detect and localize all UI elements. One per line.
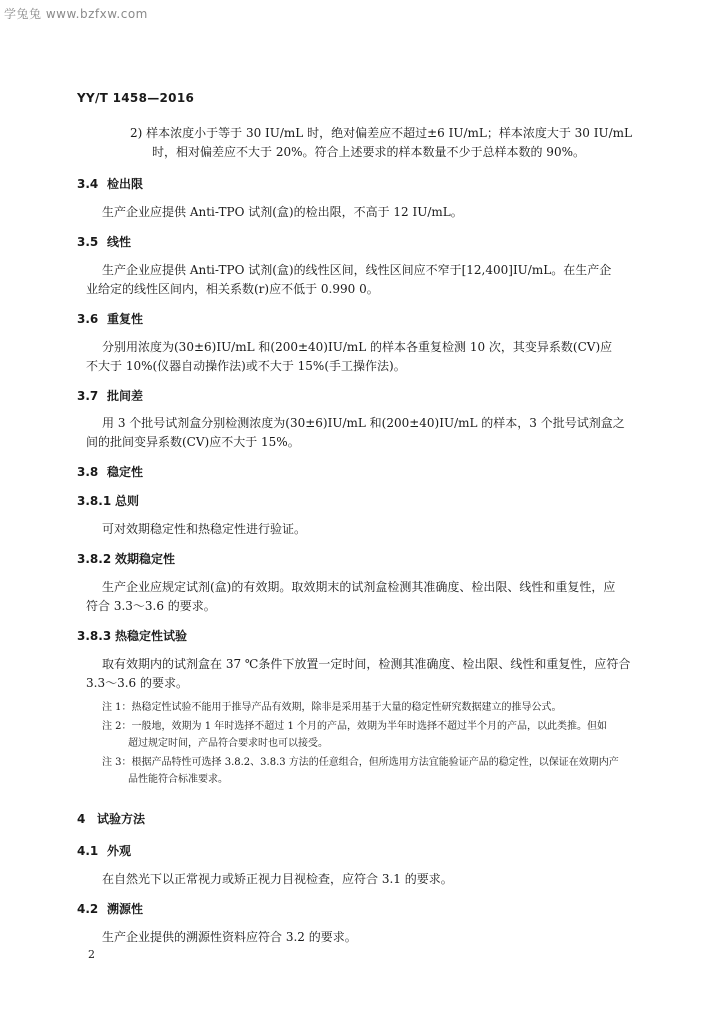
section-3-5-line2: 业给定的线性区间内，相关系数(r)应不低于 0.990 0。: [86, 282, 379, 296]
item2-line1: 2) 样本浓度小于等于 30 IU/mL 时，绝对偏差应不超过±6 IU/mL；样本浓度大于 30 IU/mL: [130, 126, 632, 140]
section-3-5-heading: 3.5 线性: [77, 235, 132, 249]
section-4-heading: 4 试验方法: [77, 812, 146, 826]
standard-header: YY/T 1458—2016: [77, 91, 195, 105]
section-3-8-1-heading: 3.8.1 总则: [77, 494, 140, 508]
section-3-6-line2: 不大于 10%(仪器自动操作法)或不大于 15%(手工操作法)。: [86, 359, 406, 373]
note-2-line1: 注 2：一般地，效期为 1 年时选择不超过 1 个月的产品，效期为半年时选择不超过半个月的产品，以此类推。但如: [102, 721, 607, 732]
note-1: 注 1：热稳定性试验不能用于推导产品有效期，除非是采用基于大量的稳定性研究数据建立的推导公式。: [102, 702, 562, 713]
section-3-6-line1: 分别用浓度为(30±6)IU/mL 和(200±40)IU/mL 的样本各重复检测 10 次，其变异系数(CV)应: [102, 340, 613, 354]
section-3-6-heading: 3.6 重复性: [77, 312, 144, 326]
section-3-7-line2: 间的批间变异系数(CV)应不大于 15%。: [86, 435, 300, 449]
section-3-7-line1: 用 3 个批号试剂盒分别检测浓度为(30±6)IU/mL 和(200±40)IU/mL 的样本，3 个批号试剂盒之: [102, 416, 625, 430]
section-3-4-text: 生产企业应提供 Anti-TPO 试剂(盒)的检出限，不高于 12 IU/mL。: [102, 205, 463, 219]
note-3-line1: 注 3：根据产品特性可选择 3.8.2、3.8.3 方法的任意组合，但所选用方法宜能验证产品的稳定性，以保证在效期内产: [102, 757, 619, 768]
section-3-8-heading: 3.8 稳定性: [77, 465, 144, 479]
page-number: 2: [88, 948, 95, 961]
note-3-line2: 品性能符合标准要求。: [128, 774, 228, 785]
section-3-7-heading: 3.7 批间差: [77, 389, 144, 403]
section-3-5-line1: 生产企业应提供 Anti-TPO 试剂(盒)的线性区间，线性区间应不窄于[12,400]IU/mL。在生产企: [102, 263, 612, 277]
item2-line2: 时，相对偏差应不大于 20%。符合上述要求的样本数量不少于总样本数的 90%。: [152, 145, 585, 159]
section-3-8-2-line2: 符合 3.3～3.6 的要求。: [86, 599, 216, 613]
section-4-1-heading: 4.1 外观: [77, 844, 132, 858]
section-3-8-3-heading: 3.8.3 热稳定性试验: [77, 629, 188, 643]
section-3-4-heading: 3.4 检出限: [77, 177, 144, 191]
section-3-8-3-line1: 取有效期内的试剂盒在 37 ℃条件下放置一定时间，检测其准确度、检出限、线性和重复性，应符合: [102, 657, 631, 671]
section-4-2-text: 生产企业提供的溯源性资料应符合 3.2 的要求。: [102, 930, 357, 944]
section-3-8-2-heading: 3.8.2 效期稳定性: [77, 552, 176, 566]
note-2-line2: 超过规定时间，产品符合要求时也可以接受。: [128, 738, 328, 749]
watermark: 学兔兔 www.bzfxw.com: [4, 7, 148, 21]
section-3-8-2-line1: 生产企业应规定试剂(盒)的有效期。取效期末的试剂盒检测其准确度、检出限、线性和重复性，应: [102, 580, 616, 594]
section-4-1-text: 在自然光下以正常视力或矫正视力目视检查，应符合 3.1 的要求。: [102, 872, 453, 886]
section-3-8-1-text: 可对效期稳定性和热稳定性进行验证。: [102, 522, 307, 536]
section-3-8-3-line2: 3.3～3.6 的要求。: [86, 676, 188, 690]
section-4-2-heading: 4.2 溯源性: [77, 902, 144, 916]
